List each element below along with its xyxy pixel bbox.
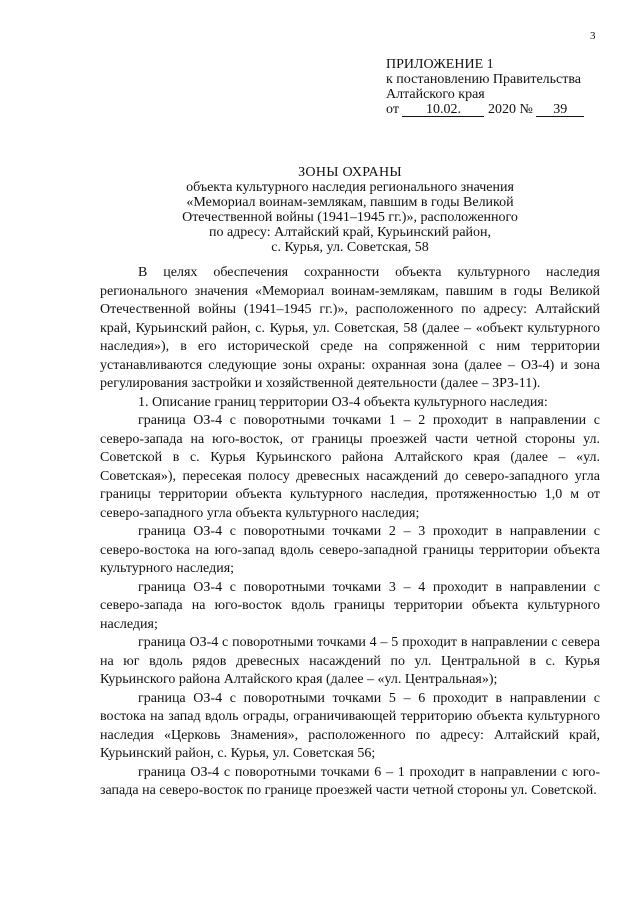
paragraph: 1. Описание границ территории ОЗ-4 объекта культурного наследия:: [138, 394, 548, 410]
date-prefix: от: [386, 102, 399, 117]
paragraph: В целях обеспечения сохранности объекта культурного наследия регионального значения «Мемориал воинам-землякам, павшим в годы Великой Отечественной войны (1941–1945 гг.)», расположенного по адресу: Алтайский край, Курьинский район, с. Курья, ул. Советская, 58 (далее – «объект культурного наследия»), в его исторической среде на сопряженной с ним территории устанавливаются следующие зоны охраны: охранная зона (далее – ОЗ-4) и зона регулирования застройки и хозяйственной деятельности (далее – ЗРЗ-11).: [100, 265, 600, 391]
paragraph: граница ОЗ-4 с поворотными точками 6 – 1 проходит в направлении с юго-запада на северо-восток по границе проезжей части четной стороны ул. Советской.: [100, 764, 600, 798]
appendix-resolution-line: к постановлению Правительства: [386, 72, 582, 87]
document-body: [100, 264, 600, 801]
paragraph: граница ОЗ-4 с поворотными точками 1 – 2 проходит в направлении с северо-запада на юго-восток, от границы проезжей части четной стороны ул. Советской в с. Курья Курьинского района Алтайского края (далее – «ул. Советская»), пересекая полосу древесных насаждений до северо-западного угла границы территории объекта культурного наследия, протяженностью 1,0 м от северо-западного угла объекта культурного наследия;: [100, 413, 600, 521]
heading-title: ЗОНЫ ОХРАНЫ: [298, 165, 402, 180]
date-value: 10.02.: [402, 103, 484, 117]
paragraph: граница ОЗ-4 с поворотными точками 5 – 6 проходит в направлении с востока на запад вдоль ограды, ограничивающей территорию объекта культурного наследия «Церковь Знамения», расположенного по адресу: Алтайский край, Курьинский район, с. Курья, ул. Советская 56;: [100, 690, 600, 761]
document-heading: [100, 165, 600, 255]
appendix-region-line: Алтайского края: [386, 87, 485, 102]
heading-line: объекта культурного наследия регионального значения: [186, 180, 514, 195]
appendix-block: [386, 57, 626, 117]
page-number: 3: [590, 30, 596, 42]
heading-line: по адресу: Алтайский край, Курьинский район,: [208, 225, 492, 240]
paragraph: граница ОЗ-4 с поворотными точками 3 – 4 проходит в направлении с северо-запада на юго-восток вдоль границы территории объекта культурного наследия;: [100, 579, 600, 632]
paragraph: граница ОЗ-4 с поворотными точками 2 – 3 проходит в направлении с северо-востока на юго-запад вдоль северо-западной границы территории объекта культурного наследия;: [100, 524, 600, 576]
appendix-date-line: [386, 102, 626, 117]
heading-line: с. Курья, ул. Советская, 58: [271, 240, 429, 255]
heading-line: Отечественной войны (1941–1945 гг.)», расположенного: [182, 210, 518, 225]
document-year: 2020 №: [487, 102, 533, 117]
heading-line: «Мемориал воинам-землякам, павшим в годы Великой: [186, 195, 514, 210]
document-number: 39: [536, 103, 584, 117]
appendix-title: ПРИЛОЖЕНИЕ 1: [386, 57, 494, 72]
paragraph: граница ОЗ-4 с поворотными точками 4 – 5 проходит в направлении с севера на юг вдоль рядов древесных насаждений по ул. Центральной в с. Курья Курьинского района Алтайского края (далее – «ул. Центральная»);: [100, 635, 600, 687]
